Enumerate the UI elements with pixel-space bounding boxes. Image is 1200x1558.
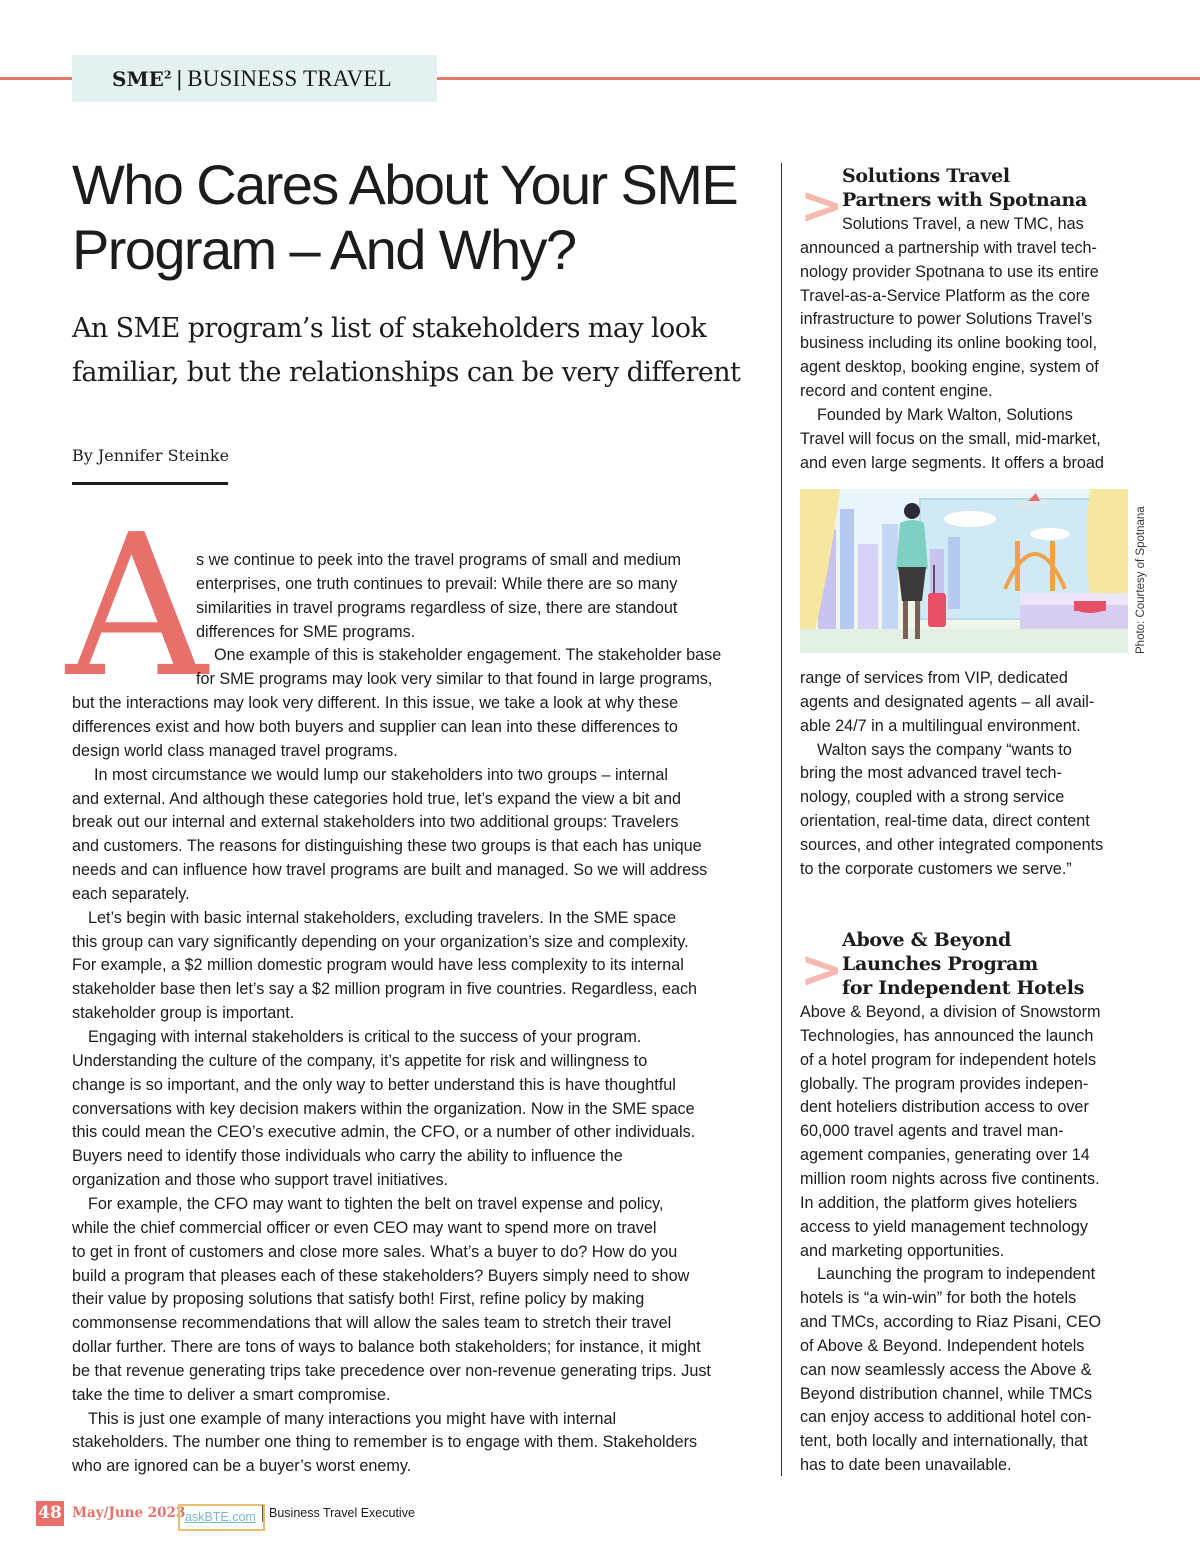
body-line: Engaging with internal stakeholders is critical to the success of your program. xyxy=(88,1028,642,1046)
body-line: this could mean the CEO’s executive admin, the CFO, or a number of other individuals. xyxy=(72,1123,696,1142)
body-line: enterprises, one truth continues to prevail: While there are so many xyxy=(196,574,678,593)
header-rule-right xyxy=(437,77,1200,80)
body-line: stakeholders. The number one thing to remember is to engage with them. Stakeholders xyxy=(72,1433,698,1452)
sidebar-line: business including its online booking tool, xyxy=(800,334,1097,353)
headline-line: Above & Beyond xyxy=(842,929,1011,951)
sidebar-line: orientation, real-time data, direct content xyxy=(800,812,1090,831)
column-divider xyxy=(781,163,782,1476)
section-brand: SME$^2$ xyxy=(112,66,172,91)
body-line: change is so important, and the only way to better understand this is have thoughtful xyxy=(72,1075,676,1094)
sidebar-line: can now seamlessly access the Above & xyxy=(800,1360,1092,1379)
sidebar-line: record and content engine. xyxy=(800,381,993,400)
sidebar-line: able 24/7 in a multilingual environment. xyxy=(800,716,1081,735)
body-line: differences exist and how both buyers and supplier can lean into these differences to xyxy=(72,717,678,736)
drop-cap: A xyxy=(66,493,208,721)
title-line: Program – And Why? xyxy=(72,218,576,281)
chevron-icon: > xyxy=(800,940,844,1000)
sidebar-line: nology, coupled with a strong service xyxy=(800,788,1065,807)
sidebar-line: of Above & Beyond. Independent hotels xyxy=(800,1336,1085,1355)
body-line: In most circumstance we would lump our stakeholders into two groups – internal xyxy=(94,765,669,784)
issue-date: May/June 2023 xyxy=(72,1505,186,1521)
sidebar-line: agent desktop, booking engine, system of xyxy=(800,358,1099,377)
sidebar-line: range of services from VIP, dedicated xyxy=(800,669,1068,687)
sidebar-line: tent, both locally and internationally, that xyxy=(800,1432,1088,1451)
byline-rule xyxy=(72,482,228,485)
headline-line: Launches Program xyxy=(842,953,1038,975)
body-line: Understanding the culture of the company, it’s appetite for risk and willingness to xyxy=(72,1051,648,1070)
sidebar-line: of a hotel program for independent hotels xyxy=(800,1050,1097,1069)
body-line: commonsense recommendations that will allow the sales team to stretch their travel xyxy=(72,1314,672,1333)
headline-line: for Independent Hotels xyxy=(842,977,1085,999)
sidebar-line: and TMCs, according to Riaz Pisani, CEO xyxy=(800,1313,1102,1332)
sidebar-line: Founded by Mark Walton, Solutions xyxy=(817,405,1073,424)
sidebar-line: announced a partnership with travel tech- xyxy=(800,238,1097,257)
title-line: Who Cares About Your SME xyxy=(72,153,738,216)
footer-separator xyxy=(262,1505,263,1522)
section-label xyxy=(72,55,437,102)
sidebar-line: dent hoteliers distribution access to over xyxy=(800,1098,1089,1117)
body-line: needs and can influence how travel programs are built and managed. So we will address xyxy=(72,861,708,880)
body-line: to get in front of customers and close more sales. What’s a buyer to do? How do you xyxy=(72,1242,678,1261)
body-line: stakeholder group is important. xyxy=(72,1004,295,1023)
sidebar-line: bring the most advanced travel tech- xyxy=(800,764,1062,783)
sidebar-line: and marketing opportunities. xyxy=(800,1241,1005,1260)
sidebar-line: agement companies, generating over 14 xyxy=(800,1146,1090,1165)
chevron-icon: > xyxy=(800,176,844,236)
body-line: This is just one example of many interactions you might have with internal xyxy=(88,1409,617,1428)
section-separator: | xyxy=(176,65,183,91)
article-deck xyxy=(72,307,772,395)
sidebar-line: million room nights across five continents. xyxy=(800,1169,1100,1188)
sidebar-line: Launching the program to independent xyxy=(817,1265,1096,1284)
body-line: but the interactions may look very different. In this issue, we take a look at why these xyxy=(72,694,679,713)
body-line: s we continue to peek into the travel programs of small and medium xyxy=(196,551,681,569)
sidebar-line: Walton says the company “wants to xyxy=(817,740,1072,759)
website-link[interactable]: askBTE.com xyxy=(178,1504,265,1531)
body-line: break out our internal and external stakeholders into two additional groups: Travelers xyxy=(72,813,679,832)
body-line: dollar further. There are tons of ways to balance both stakeholders; for instance, it might xyxy=(72,1338,701,1357)
body-line: stakeholder base then let’s say a $2 million program in five countries. Regardless, each xyxy=(72,980,698,999)
body-line: For example, the CFO may want to tighten the belt on travel expense and policy, xyxy=(88,1194,664,1213)
travel-illustration xyxy=(800,489,1128,653)
sidebar-line: Above & Beyond, a division of Snowstorm xyxy=(800,1003,1101,1021)
body-line: who are ignored can be a buyer’s worst enemy. xyxy=(72,1457,412,1476)
headline-line: Partners with Spotnana xyxy=(842,189,1087,211)
body-line: similarities in travel programs regardless of size, there are standout xyxy=(196,598,678,617)
body-line: For example, a $2 million domestic program would have less complexity to its internal xyxy=(72,956,684,975)
photo-credit: Photo: Courtesy of Spotnana xyxy=(1135,506,1147,654)
deck-line: familiar, but the relationships can be very different xyxy=(72,357,741,388)
body-line: and external. And although these categories hold true, let’s expand the view a bit and xyxy=(72,789,681,808)
sidebar-line: infrastructure to power Solutions Travel’s xyxy=(800,310,1093,329)
sidebar-line: globally. The program provides indepen- xyxy=(800,1074,1089,1093)
body-line: take the time to deliver a smart compromise. xyxy=(72,1385,391,1404)
headline-line: Solutions Travel xyxy=(842,165,1010,187)
sidebar-line: agents and designated agents – all avail- xyxy=(800,692,1095,711)
body-line: each separately. xyxy=(72,884,190,903)
deck-line: An SME program’s list of stakeholders may look xyxy=(72,313,707,344)
body-line: and customers. The reasons for distinguishing these two groups is that each has unique xyxy=(72,837,702,856)
sidebar-line: In addition, the platform gives hoteliers xyxy=(800,1193,1078,1212)
body-line: design world class managed travel programs. xyxy=(72,741,398,760)
sidebar-line: to the corporate customers we serve.” xyxy=(800,859,1072,878)
body-line: build a program that pleases each of these stakeholders? Buyers simply need to show xyxy=(72,1266,690,1285)
body-line: this group can vary significantly depending on your organization’s size and complexity. xyxy=(72,932,689,951)
sidebar-line: sources, and other integrated components xyxy=(800,835,1104,854)
page-number: 48 xyxy=(36,1501,64,1526)
body-line: be that revenue generating trips take precedence over non-revenue generating trips. Just xyxy=(72,1361,711,1380)
sidebar-line: Solutions Travel, a new TMC, has xyxy=(842,215,1084,233)
sidebar-line: can enjoy access to additional hotel con- xyxy=(800,1408,1092,1427)
body-line: Buyers need to identify those individuals who carry the ability to influence the xyxy=(72,1147,623,1166)
sidebar-line: Technologies, has announced the launch xyxy=(800,1026,1094,1045)
sidebar-line: access to yield management technology xyxy=(800,1217,1088,1236)
body-line: their value by proposing solutions that satisfy both! First, refine policy by making xyxy=(72,1290,645,1309)
publication-name: Business Travel Executive xyxy=(269,1506,415,1520)
sidebar-line: Beyond distribution channel, while TMCs xyxy=(800,1384,1093,1403)
sidebar-headline-1 xyxy=(842,164,1087,212)
body-line: while the chief commercial officer or even CEO may want to spend more on travel xyxy=(72,1218,657,1237)
sidebar-line: nology provider Spotnana to use its entire xyxy=(800,262,1099,281)
sidebar-line: and even large segments. It offers a broad xyxy=(800,453,1104,472)
section-topic: BUSINESS TRAVEL xyxy=(187,65,392,91)
body-line: for SME programs may look very similar to that found in large programs, xyxy=(196,670,713,689)
sidebar-line: Travel will focus on the small, mid-market, xyxy=(800,429,1101,448)
sidebar-line: 60,000 travel agents and travel man- xyxy=(800,1122,1064,1141)
header-rule-left xyxy=(0,77,72,80)
body-line: differences for SME programs. xyxy=(196,622,416,641)
sidebar-line: hotels is “a win-win” for both the hotels xyxy=(800,1289,1077,1308)
sidebar-line: Travel-as-a-Service Platform as the core xyxy=(800,286,1090,305)
body-line: Let’s begin with basic internal stakeholders, excluding travelers. In the SME space xyxy=(88,908,677,927)
sidebar-line: has to date been unavailable. xyxy=(800,1456,1012,1475)
article-title xyxy=(72,152,762,282)
body-line: conversations with key decision makers within the organization. Now in the SME space xyxy=(72,1099,695,1118)
body-line: organization and those who support travel initiatives. xyxy=(72,1171,449,1190)
sidebar-headline-2 xyxy=(842,928,1084,1000)
byline: By Jennifer Steinke xyxy=(72,446,230,465)
body-line: One example of this is stakeholder engagement. The stakeholder base xyxy=(214,646,722,665)
